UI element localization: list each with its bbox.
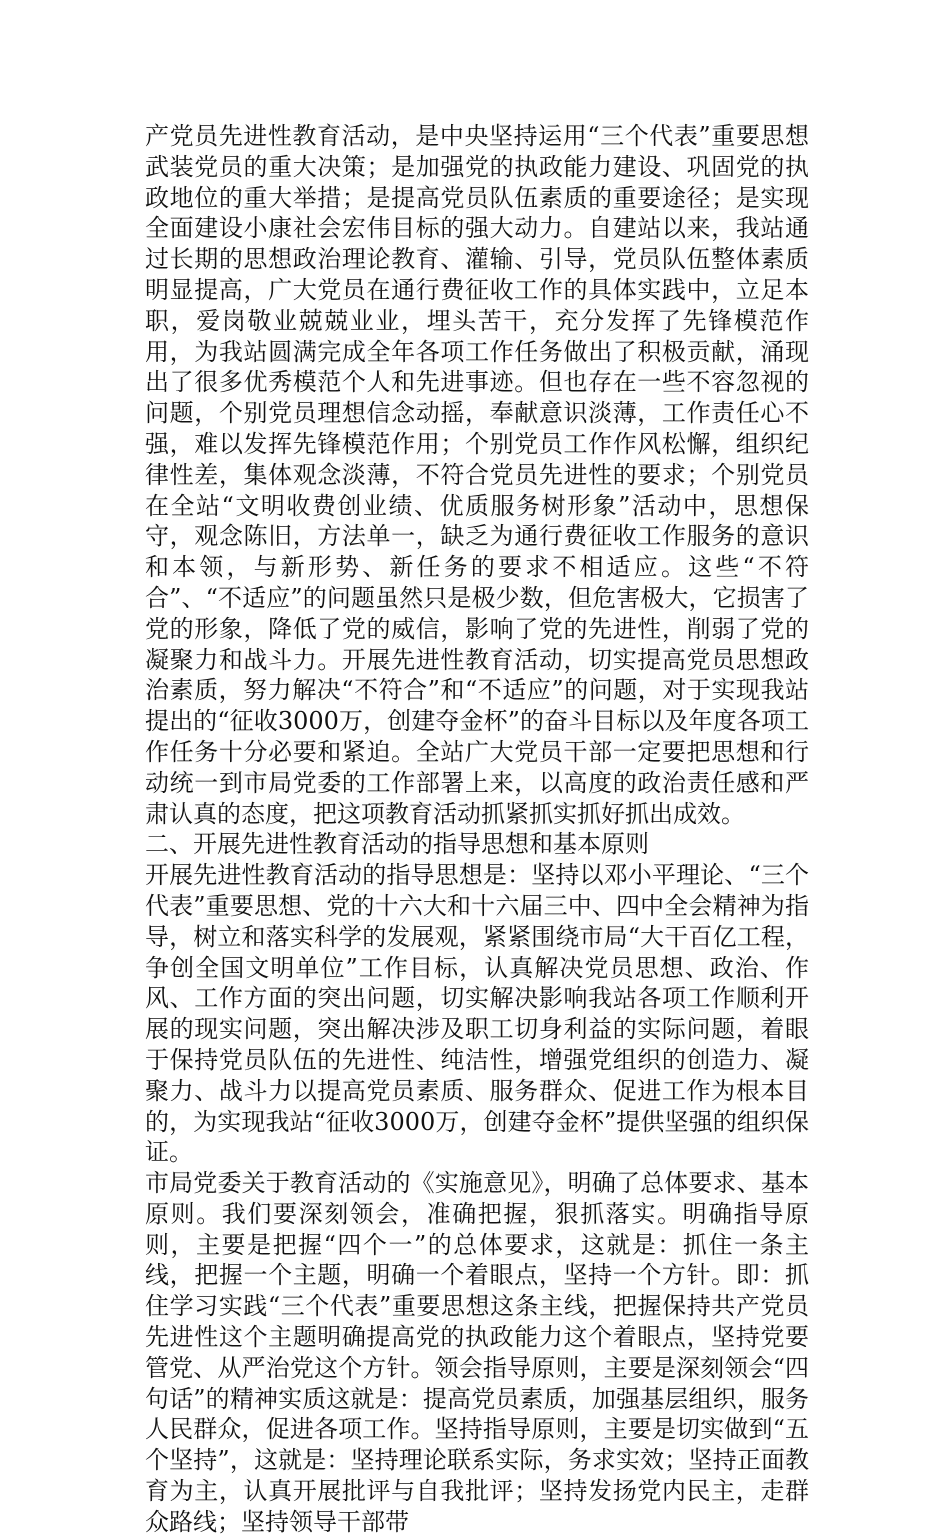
paragraph-principles: 市局党委关于教育活动的《实施意见》，明确了总体要求、基本原则。我们要深刻领会，准确把握，狠抓落实。明确指导原则，主要是把握“四个一”的总体要求，这就是：抓住一条主线，把握一个主题，明确一个着眼点，坚持一个方针。即：抓住学习实践“三个代表”重要思想这条主线，把握保持共产党员先进性这个主题明确提高党的执政能力这个着眼点，坚持党要管党、从严治党这个方针。领会指导原则，主要是深刻领会“四句话”的精神实质这就是：提高党员素质，加强基层组织，服务人民群众，促进各项工作。坚持指导原则，主要是切实做到“五个坚持”，这就是：坚持理论联系实际，务求实效；坚持正面教育为主，认真开展批评与自我批评；坚持发扬党内民主，走群众路线；坚持领导干部带 bbox=[145, 1169, 809, 1536]
paragraph-intro: 产党员先进性教育活动，是中央坚持运用“三个代表”重要思想武装党员的重大决策；是加强党的执政能力建设、巩固党的执政地位的重大举措；是提高党员队伍素质的重要途径；是实现全面建设小康社会宏伟目标的强大动力。自建站以来，我站通过长期的思想政治理论教育、灌输、引导，党员队伍整体素质明显提高，广大党员在通行费征收工作的具体实践中，立足本职，爱岗敬业兢兢业业，埋头苦干，充分发挥了先锋模范作用，为我站圆满完成全年各项工作任务做出了积极贡献，涌现出了很多优秀模范个人和先进事迹。但也存在一些不容忽视的问题，个别党员理想信念动摇，奉献意识淡薄，工作责任心不强，难以发挥先锋模范作用；个别党员工作作风松懈，组织纪律性差，集体观念淡薄，不符合党员先进性的要求；个别党员在全站“文明收费创业绩、优质服务树形象”活动中，思想保守，观念陈旧，方法单一，缺乏为通行费征收工作服务的意识和本领，与新形势、新任务的要求不相适应。这些“不符合”、“不适应”的问题虽然只是极少数，但危害极大，它损害了党的形象，降低了党的威信，影响了党的先进性，削弱了党的凝聚力和战斗力。开展先进性教育活动，切实提高党员思想政治素质，努力解决“不符合”和“不适应”的问题，对于实现我站提出的“征收3000万，创建夺金杯”的奋斗目标以及年度各项工作任务十分必要和紧迫。全站广大党员干部一定要把思想和行动统一到市局党委的工作部署上来，以高度的政治责任感和严肃认真的态度，把这项教育活动抓紧抓实抓好抓出成效。 bbox=[145, 122, 809, 828]
section-heading: 二、开展先进性教育活动的指导思想和基本原则 bbox=[145, 830, 649, 859]
paragraph-guiding-thought: 开展先进性教育活动的指导思想是：坚持以邓小平理论、“三个代表”重要思想、党的十六大和十六届三中、四中全会精神为指导，树立和落实科学的发展观，紧紧围绕市局“大干百亿工程，争创全国文明单位”工作目标，认真解决党员思想、政治、作风、工作方面的突出问题，切实解决影响我站各项工作顺利开展的现实问题，突出解决涉及职工切身利益的实际问题，着眼于保持党员队伍的先进性、纯洁性，增强党组织的创造力、凝聚力、战斗力以提高党员素质、服务群众、促进工作为根本目的，为实现我站“征收3000万，创建夺金杯”提供坚强的组织保证。 bbox=[145, 861, 809, 1167]
document-body bbox=[145, 121, 809, 1538]
